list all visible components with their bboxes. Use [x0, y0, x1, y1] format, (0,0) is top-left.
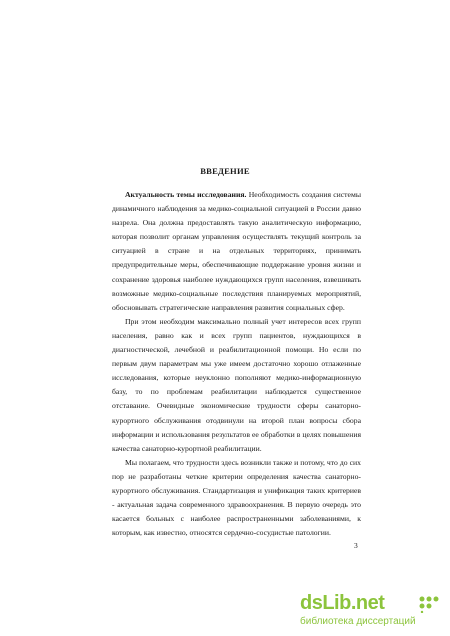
watermark-brand-row: [300, 592, 440, 616]
paragraph-text: Необходимость создания системы динамичного наблюдения за медико-социальной ситуацией в России давно назрела. Она должна предоставлять такую аналитическую информацию, которая позволит органам управления осуществлять текущий контроль за ситуацией в стране и на отдельных территориях, принимать предупредительные меры, обеспечивающие поддержание уровня жизни и сохранение здоровья наиболее нуждающихся групп населения, взвешивать возможные медико-социальные последствия планируемых мероприятий, обосновывать стратегические направления развития социальных сфер.: [112, 190, 361, 312]
dots-icon: [418, 595, 440, 613]
paragraph-1: [112, 188, 361, 315]
paragraph-text: Мы полагаем, что трудности здесь возникли также и потому, что до сих пор не разработаны четкие критерии определения качества санаторно-курортного обслуживания. Стандартизация и унификация таких критериев - актуальная задача современного здравоохранения. В первую очередь это касается больных с наиболее распространенными заболеваниями, к которым, как известно, относятся сердечно-сосудистые патологии.: [112, 457, 361, 538]
watermark-logo: [300, 592, 440, 632]
paragraph-text: При этом необходим максимально полный учет интересов всех групп населения, равно как и всех групп пациентов, нуждающихся в диагностической, лечебной и реабилитационной помощи. Но если по первым двум параметрам мы уже имеем достаточно хорошо отлаженные исследования, которые неуклонно пополняют медико-информационную базу, то по проблемам реабилитации наблюдается существенное отставание. Очевидные экономические трудности сферы санаторно-курортного обслуживания отодвинули на второй план вопросы сбора информации и использования результатов ее обработки в целях повышения качества санаторно-курортной реабилитации.: [112, 316, 361, 453]
document-body: [112, 188, 361, 540]
watermark-brand: dsLib.net: [300, 592, 385, 614]
watermark-tagline: библиотека диссертаций: [300, 616, 416, 627]
paragraph-lead: Актуальность темы исследования.: [125, 190, 247, 199]
section-heading: ВВЕДЕНИЕ: [200, 166, 250, 176]
paragraph-3: [112, 456, 361, 541]
page-number: 3: [354, 541, 358, 550]
paragraph-2: [112, 315, 361, 456]
